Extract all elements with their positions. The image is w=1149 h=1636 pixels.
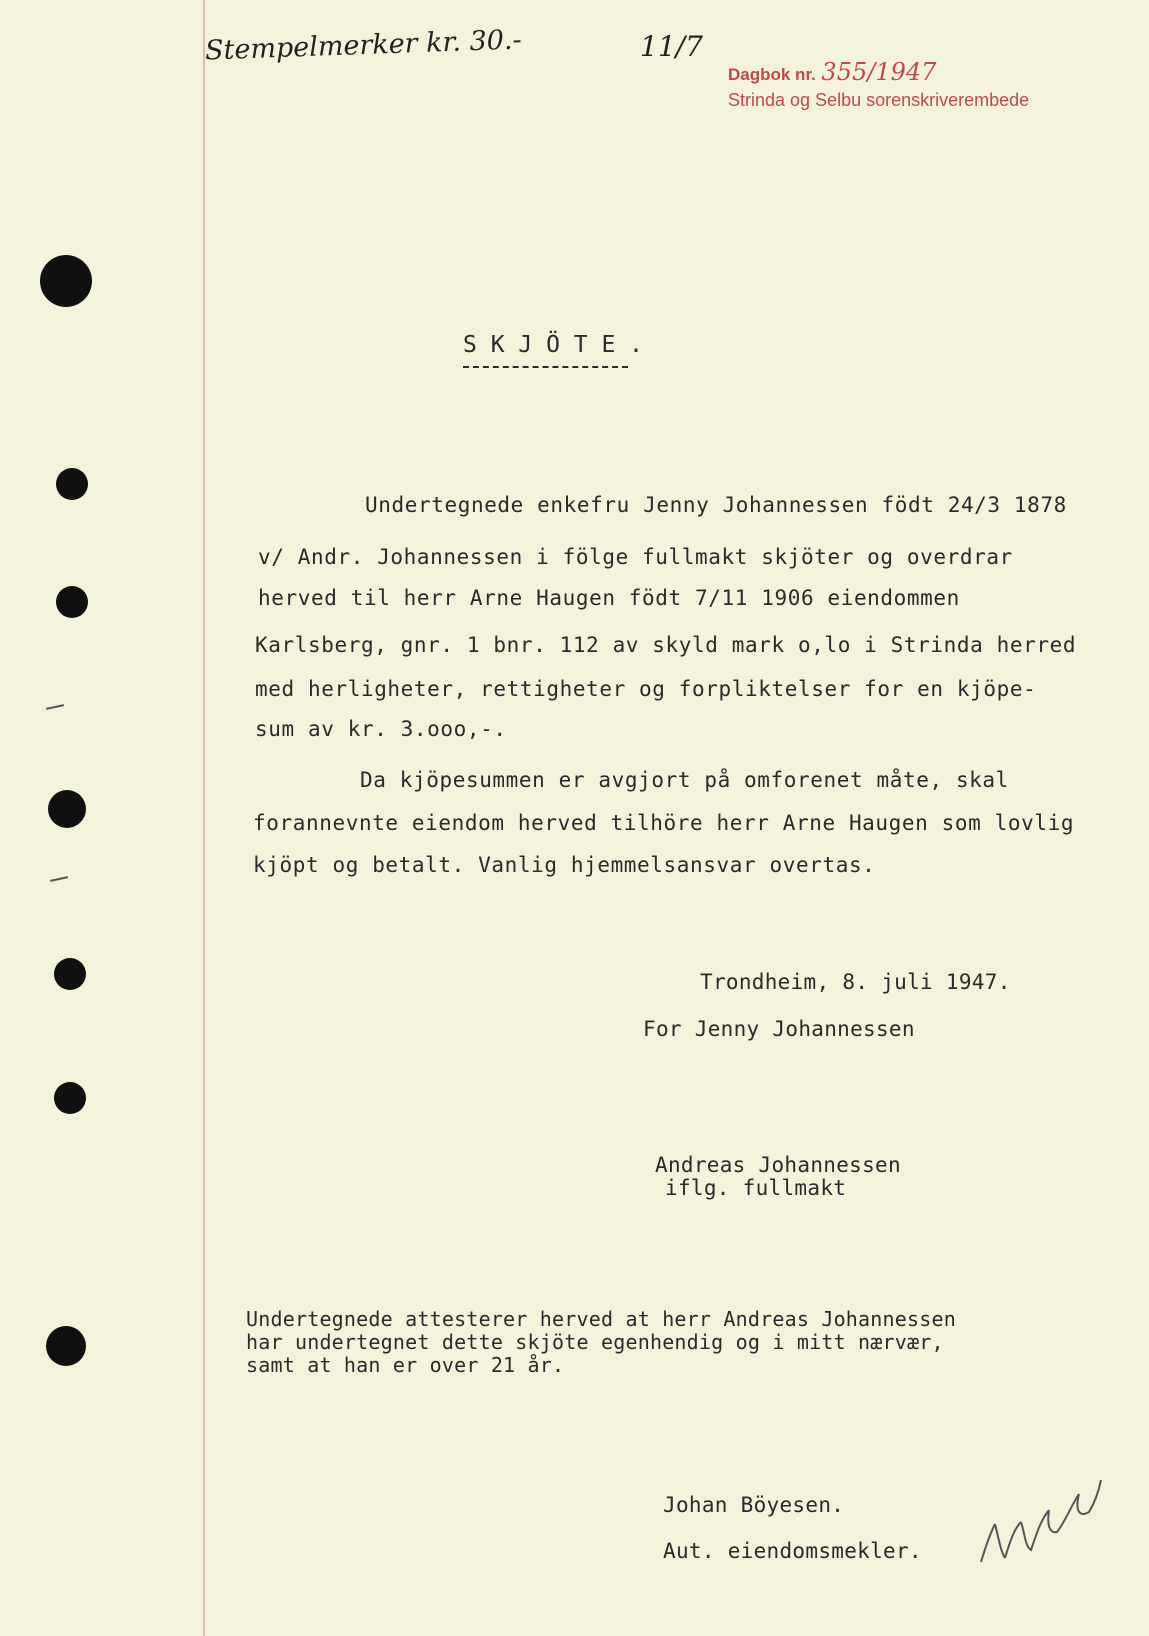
margin-mark bbox=[50, 876, 68, 882]
place-date: Trondheim, 8. juli 1947. bbox=[700, 970, 1011, 994]
handwritten-stamp-note: Stempelmerker kr. 30.- bbox=[204, 24, 523, 67]
witness-initials-signature bbox=[975, 1462, 1105, 1572]
text-line: har undertegnet dette skjöte egenhendig og i mitt nærvær, bbox=[246, 1330, 944, 1354]
text-line: Karlsberg, gnr. 1 bnr. 112 av skyld mark o,lo i Strinda herred bbox=[255, 633, 1077, 657]
journal-stamp-prefix: Dagbok nr. bbox=[728, 65, 816, 84]
on-behalf-of: For Jenny Johannessen bbox=[643, 1017, 915, 1041]
witness-role: Aut. eiendomsmekler. bbox=[663, 1539, 922, 1563]
punch-hole bbox=[54, 1082, 86, 1114]
text-line: samt at han er over 21 år. bbox=[246, 1353, 565, 1377]
text-line: herved til herr Arne Haugen födt 7/11 1906 eiendommen bbox=[258, 586, 960, 610]
text-line: Da kjöpesummen er avgjort på omforenet måte, skal bbox=[360, 768, 1009, 792]
text-line: forannevnte eiendom herved tilhöre herr Arne Haugen som lovlig bbox=[253, 811, 1075, 835]
handwritten-date: 11/7 bbox=[640, 30, 703, 63]
punch-hole bbox=[48, 790, 86, 828]
witness-name: Johan Böyesen. bbox=[663, 1493, 845, 1517]
margin-rule bbox=[203, 0, 205, 1636]
punch-hole bbox=[46, 1326, 86, 1366]
punch-hole bbox=[56, 468, 88, 500]
signer-name: Andreas Johannessen bbox=[655, 1153, 901, 1177]
punch-hole bbox=[40, 255, 92, 307]
margin-mark bbox=[46, 704, 64, 710]
punch-hole bbox=[54, 958, 86, 990]
text-line: kjöpt og betalt. Vanlig hjemmelsansvar overtas. bbox=[253, 853, 876, 877]
text-line: med herligheter, rettigheter og forpliktelser for en kjöpe- bbox=[255, 677, 1037, 701]
text-line: Undertegnede enkefru Jenny Johannessen födt 24/3 1878 bbox=[365, 493, 1067, 517]
court-office-stamp: Strinda og Selbu sorenskriverembede bbox=[728, 90, 1030, 110]
text-line: v/ Andr. Johannessen i fölge fullmakt skjöter og overdrar bbox=[258, 545, 1013, 569]
punch-hole bbox=[56, 586, 88, 618]
text-line: sum av kr. 3.ooo,-. bbox=[255, 717, 507, 741]
title-underline bbox=[463, 366, 628, 368]
signer-role: iflg. fullmakt bbox=[665, 1176, 847, 1200]
text-line: Undertegnede attesterer herved at herr Andreas Johannessen bbox=[246, 1307, 956, 1331]
journal-stamp-line-1 bbox=[728, 58, 936, 86]
journal-number: 355/1947 bbox=[821, 58, 937, 86]
document-title: S K J Ö T E . bbox=[463, 332, 644, 358]
